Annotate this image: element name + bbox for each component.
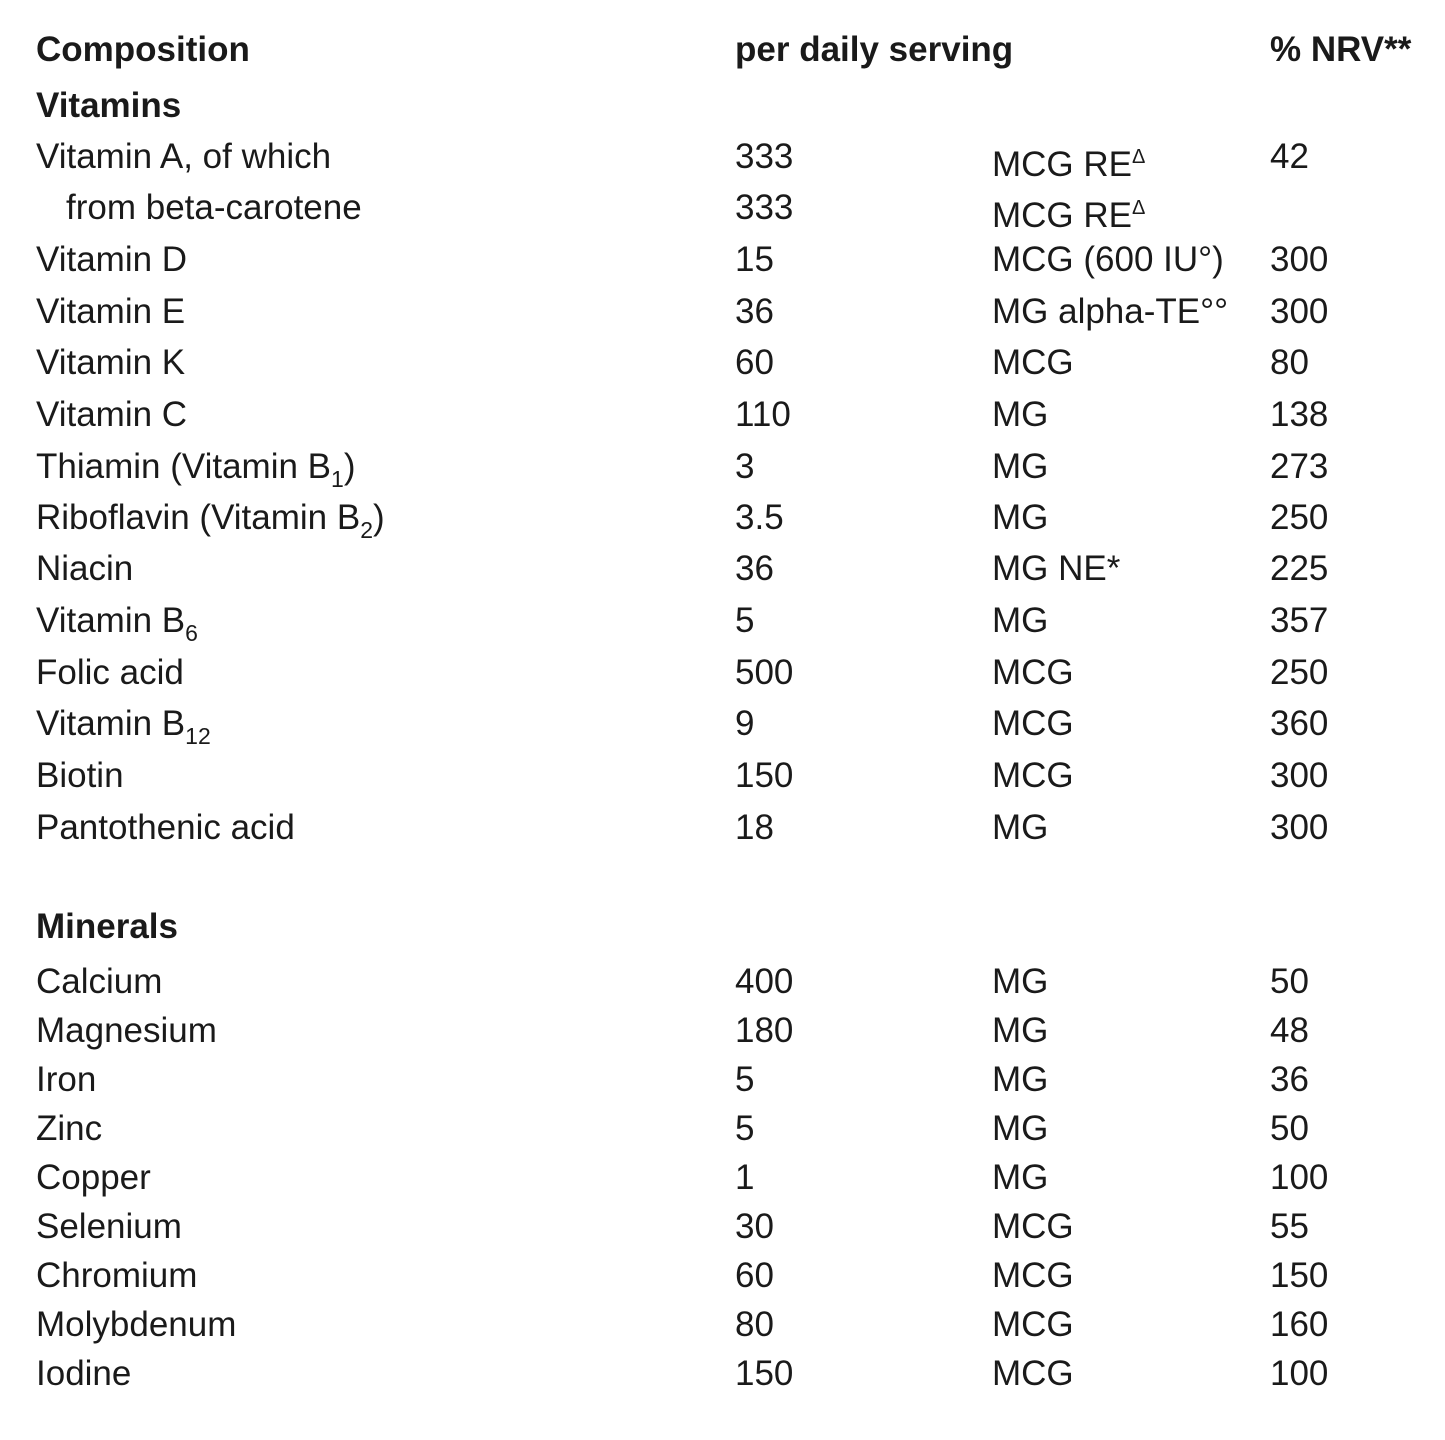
- table-row: [0, 758, 1445, 810]
- nutrient-unit: MG: [992, 962, 1049, 1001]
- nutrient-amount: 9: [735, 704, 755, 743]
- nutrient-nrv: 300: [1270, 808, 1329, 847]
- table-row: [0, 1209, 1445, 1261]
- unit-superscript: Δ: [1132, 197, 1146, 219]
- nutrient-unit: MCG: [992, 1354, 1074, 1393]
- nutrient-unit: MCG: [992, 343, 1074, 382]
- nutrient-amount: 400: [735, 962, 794, 1001]
- nutrient-name: Vitamin K: [36, 343, 186, 382]
- nutrient-nrv: 273: [1270, 447, 1329, 486]
- nutrient-amount: 333: [735, 137, 794, 176]
- nutrient-nrv: 100: [1270, 1158, 1329, 1197]
- nutrient-amount: 5: [735, 601, 755, 640]
- table-row: [0, 397, 1445, 449]
- table-row: [0, 1356, 1445, 1408]
- nutrient-amount: 30: [735, 1207, 774, 1246]
- nutrient-amount: 80: [735, 1305, 774, 1344]
- nutrient-nrv: 300: [1270, 240, 1329, 279]
- table-row: [0, 551, 1445, 603]
- nutrient-amount: 110: [735, 395, 791, 434]
- nutrient-amount: 3: [735, 447, 755, 486]
- nutrient-unit: MG NE*: [992, 549, 1121, 588]
- nutrient-nrv: 150: [1270, 1256, 1329, 1295]
- nutrient-name: Calcium: [36, 962, 163, 1001]
- nutrient-nrv: 48: [1270, 1011, 1309, 1050]
- nutrient-nrv: 36: [1270, 1060, 1309, 1099]
- name-subscript: 2: [360, 517, 374, 543]
- table-row: [0, 706, 1445, 758]
- nutrient-unit: MG: [992, 1158, 1049, 1197]
- table-row: [0, 1258, 1445, 1310]
- nutrient-unit: MG: [992, 498, 1049, 537]
- table-row: [0, 655, 1445, 707]
- nutrient-name: Vitamin E: [36, 292, 186, 331]
- section-title: Minerals: [36, 907, 178, 946]
- section-vitamins: [0, 88, 1445, 140]
- nutrient-unit: MG alpha-TE°°: [992, 292, 1229, 331]
- table-row: [0, 449, 1445, 501]
- nutrient-name: Vitamin D: [36, 240, 188, 279]
- unit-superscript: Δ: [1132, 146, 1146, 168]
- table-header: [0, 32, 1445, 84]
- nutrient-name: Biotin: [36, 756, 124, 795]
- nutrient-name: Iodine: [36, 1354, 132, 1393]
- nutrient-amount: 36: [735, 292, 774, 331]
- nutrient-unit: MCG (600 IU°): [992, 240, 1224, 279]
- nutrient-nrv: 360: [1270, 704, 1329, 743]
- nutrient-amount: 5: [735, 1109, 755, 1148]
- nutrient-name: Pantothenic acid: [36, 808, 295, 847]
- nutrient-name: Riboflavin (Vitamin $B_2$): [36, 498, 385, 543]
- nutrient-unit: MG: [992, 601, 1049, 640]
- nutrient-amount: 36: [735, 549, 774, 588]
- nutrient-unit: MG: [992, 1011, 1049, 1050]
- nutrient-name: Niacin: [36, 549, 134, 588]
- nutrient-unit: MG: [992, 447, 1049, 486]
- nutrient-amount: 333: [735, 188, 794, 227]
- nutrient-amount: 60: [735, 1256, 774, 1295]
- nutrient-name: Folic acid: [36, 653, 184, 692]
- nutrient-unit: MCG: [992, 756, 1074, 795]
- table-row: [0, 294, 1445, 346]
- nutrient-amount: 3.5: [735, 498, 784, 537]
- nutrient-nrv: 80: [1270, 343, 1309, 382]
- nutrient-name: Copper: [36, 1158, 151, 1197]
- header-nrv: % NRV**: [1270, 30, 1412, 69]
- nutrient-unit: MCG $RE^\Delta$: [992, 196, 1146, 235]
- nutrient-amount: 60: [735, 343, 774, 382]
- nutrient-name: Thiamin (Vitamin $B_1$): [36, 447, 356, 492]
- table-row: [0, 964, 1445, 1016]
- header-per-daily-serving: per daily serving: [735, 30, 1014, 69]
- section-minerals: [0, 909, 1445, 961]
- nutrient-name: Chromium: [36, 1256, 198, 1295]
- table-row: [0, 139, 1445, 191]
- table-row: [0, 345, 1445, 397]
- header-composition: Composition: [36, 30, 250, 69]
- nutrient-nrv: 300: [1270, 756, 1329, 795]
- nutrient-name: Vitamin $B_6$: [36, 601, 198, 646]
- nutrient-nrv: 42: [1270, 137, 1309, 176]
- name-subscript: 1: [331, 466, 344, 492]
- nutrient-amount: 5: [735, 1060, 755, 1099]
- nutrient-nrv: 357: [1270, 601, 1329, 640]
- table-row: [0, 500, 1445, 552]
- nutrient-nrv: 225: [1270, 549, 1329, 588]
- nutrient-name: Molybdenum: [36, 1305, 237, 1344]
- nutrient-amount: 18: [735, 808, 774, 847]
- nutrient-unit: MG: [992, 1109, 1049, 1148]
- nutrient-amount: 15: [735, 240, 774, 279]
- nutrient-amount: 180: [735, 1011, 794, 1050]
- nutrient-name: Vitamin $B_{12}$: [36, 704, 211, 749]
- table-row: [0, 1013, 1445, 1065]
- nutrient-name: Vitamin C: [36, 395, 188, 434]
- nutrient-nrv: 138: [1270, 395, 1329, 434]
- nutrient-name: from beta-carotene: [66, 188, 362, 227]
- name-subscript: 12: [185, 723, 211, 749]
- nutrient-amount: 500: [735, 653, 794, 692]
- nutrient-unit: MCG: [992, 1207, 1074, 1246]
- nutrient-nrv: 100: [1270, 1354, 1329, 1393]
- nutrient-name: Iron: [36, 1060, 97, 1099]
- nutrient-unit: MG: [992, 1060, 1049, 1099]
- nutrient-amount: 150: [735, 756, 794, 795]
- section-title: Vitamins: [36, 86, 182, 125]
- nutrient-nrv: 300: [1270, 292, 1329, 331]
- nutrient-unit: MG: [992, 808, 1049, 847]
- nutrient-nrv: 250: [1270, 653, 1329, 692]
- table-row: [0, 603, 1445, 655]
- nutrient-name: Selenium: [36, 1207, 182, 1246]
- name-subscript: 6: [185, 620, 198, 646]
- table-row: [0, 1160, 1445, 1212]
- nutrient-unit: MG: [992, 395, 1049, 434]
- nutrient-name: Magnesium: [36, 1011, 217, 1050]
- nutrient-unit: MCG: [992, 704, 1074, 743]
- nutrient-unit: MCG $RE^\Delta$: [992, 145, 1146, 184]
- nutrient-nrv: 50: [1270, 962, 1309, 1001]
- nutrient-nrv: 160: [1270, 1305, 1329, 1344]
- table-row: [0, 190, 1445, 242]
- nutrient-amount: 1: [735, 1158, 755, 1197]
- table-row: [0, 1307, 1445, 1359]
- nutrient-nrv: 50: [1270, 1109, 1309, 1148]
- nutrient-amount: 150: [735, 1354, 794, 1393]
- table-row: [0, 242, 1445, 294]
- nutrient-name: Zinc: [36, 1109, 103, 1148]
- nutrient-nrv: 55: [1270, 1207, 1309, 1246]
- nutrient-unit: MCG: [992, 1305, 1074, 1344]
- table-row: [0, 1111, 1445, 1163]
- nutrient-nrv: 250: [1270, 498, 1329, 537]
- table-row: [0, 810, 1445, 862]
- nutrient-name: Vitamin A, of which: [36, 137, 332, 176]
- table-row: [0, 1062, 1445, 1114]
- nutrient-unit: MCG: [992, 1256, 1074, 1295]
- nutrient-unit: MCG: [992, 653, 1074, 692]
